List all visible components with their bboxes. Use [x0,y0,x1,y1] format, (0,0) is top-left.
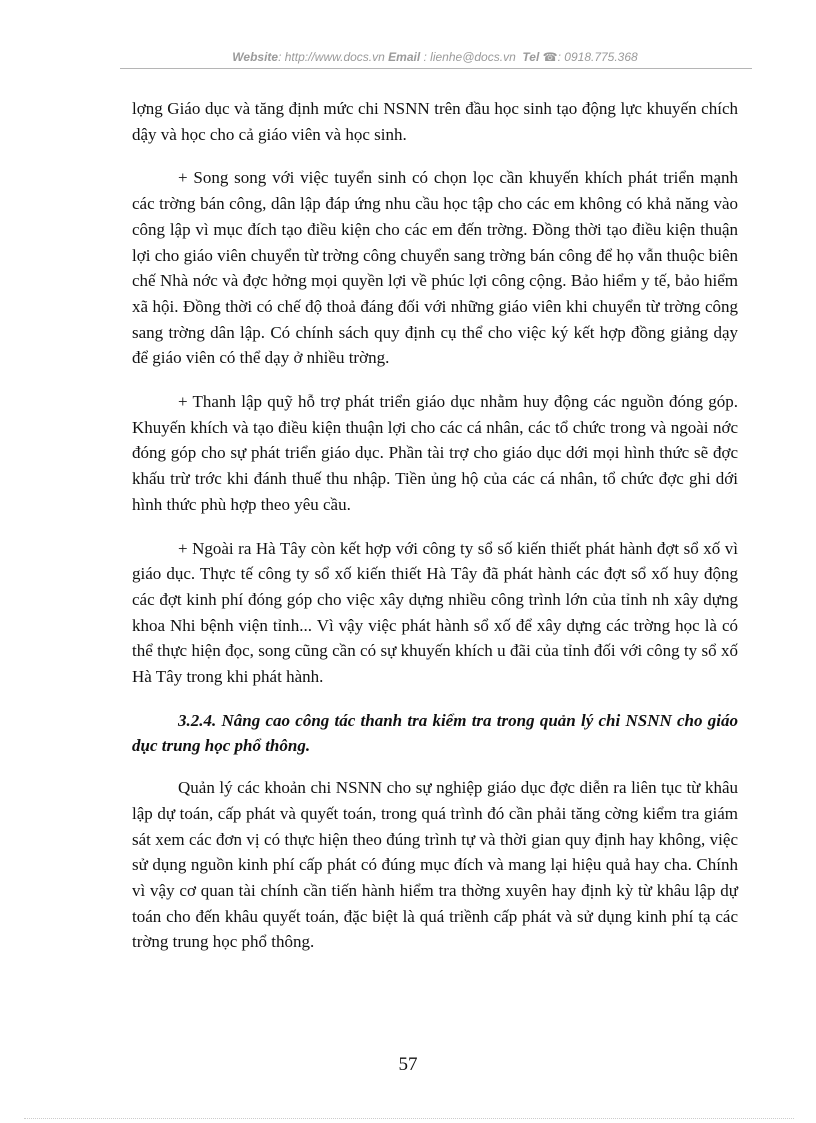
footer-rule [24,1118,794,1119]
paragraph: Quản lý các khoản chi NSNN cho sự nghiệp giáo dục đợc diễn ra liên tục từ khâu lập dự toán, cấp phát và quyết toán, trong quá trình đó cần phải tăng cờng kiểm tra giám sát xem các đơn vị có thực hiện theo đúng trình tự và thời gian quy định hay không, việc sử dụng nguồn kinh phí cấp phát có đúng mục đích và mang lại hiệu quả hay cha. Chính vì vậy cơ quan tài chính cần tiến hành hiểm tra thờng xuyên hay định kỳ từ khâu lập dự toán cho đến khâu quyết toán, đặc biệt là quá triềnh cấp phát và sử dụng kinh phí tạ các trờng trung học phổ thông. [132,778,738,952]
website-value: : http://www.docs.vn [278,50,385,64]
paragraph: + Ngoài ra Hà Tây còn kết hợp với công ty sổ số kiến thiết phát hành đợt sổ xố vì giáo dục. Thực tế công ty sổ xố kiến thiết Hà Tây đã phát hành các đợt sổ xố huy động các đợt kinh phí đóng góp cho việc xây dựng nhiều công trình lớn của tỉnh nh xây dựng khoa Nhi bệnh viện tỉnh... Vì vậy việc phát hành sổ xố để xây dựng các trờng học là có thể thực hiện đọc, song cũng cần có sự khuyến khích u đãi của tỉnh đối với công ty sổ xố Hà Tây trong khi phát hành. [132,538,738,687]
paragraph: + Song song với việc tuyển sinh có chọn lọc cần khuyến khích phát triển mạnh các trờng bán công, dân lập đáp ứng nhu cầu học tập cho các em không có khả năng vào công lập vì mục đích tạo điều kiện cho các em đến trờng. Đồng thời tạo điều kiện thuận lợi cho giáo viên chuyển từ trờng công chuyển sang trờng bán công để họ vẫn thuộc biên chế Nhà nớc và đợc hởng mọi quyền lợi về phúc lợi công cộng. Bảo hiểm y tế, bảo hiểm xã hội. Đồng thời có chế độ thoả đáng đối với những giáo viên khi chuyển từ trờng công sang trờng dân lập. Có chính sách quy định cụ thể cho việc ký kết hợp đồng giảng dạy để giáo viên có thể dạy ở nhiều trờng. [132,168,738,368]
tel-value: : 0918.775.368 [557,50,638,64]
document-body [132,96,738,973]
tel-label: Tel [522,50,540,64]
page-header [120,50,750,64]
section-heading: 3.2.4. Nâng cao công tác thanh tra kiểm tra trong quản lý chi NSNN cho giáo dục trung học phổ thông. [132,710,738,756]
header-rule [120,68,752,69]
paragraph: + Thanh lập quỹ hỗ trợ phát triển giáo dục nhằm huy động các nguồn đóng góp. Khuyến khích và tạo điều kiện thuận lợi cho các cá nhân, các tổ chức trong và ngoài nớc đóng góp cho sự phát triển giáo dục. Phần tài trợ cho giáo dục dới mọi hình thức sẽ đợc khấu trừ trớc khi đánh thuế thu nhập. Tiền ủng hộ của các cá nhân, tổ chức đợc ghi dới hình thức phù hợp theo yêu cầu. [132,392,738,514]
phone-icon: ☎ [542,50,558,64]
website-label: Website [232,50,279,64]
email-value: : lienhe@docs.vn [420,50,516,64]
page-number: 57 [398,1054,418,1075]
email-label: Email [388,50,421,64]
paragraph: lợng Giáo dục và tăng định mức chi NSNN trên đầu học sinh tạo động lực khuyến chích dậy và học cho cả giáo viên và học sinh. [132,99,738,144]
